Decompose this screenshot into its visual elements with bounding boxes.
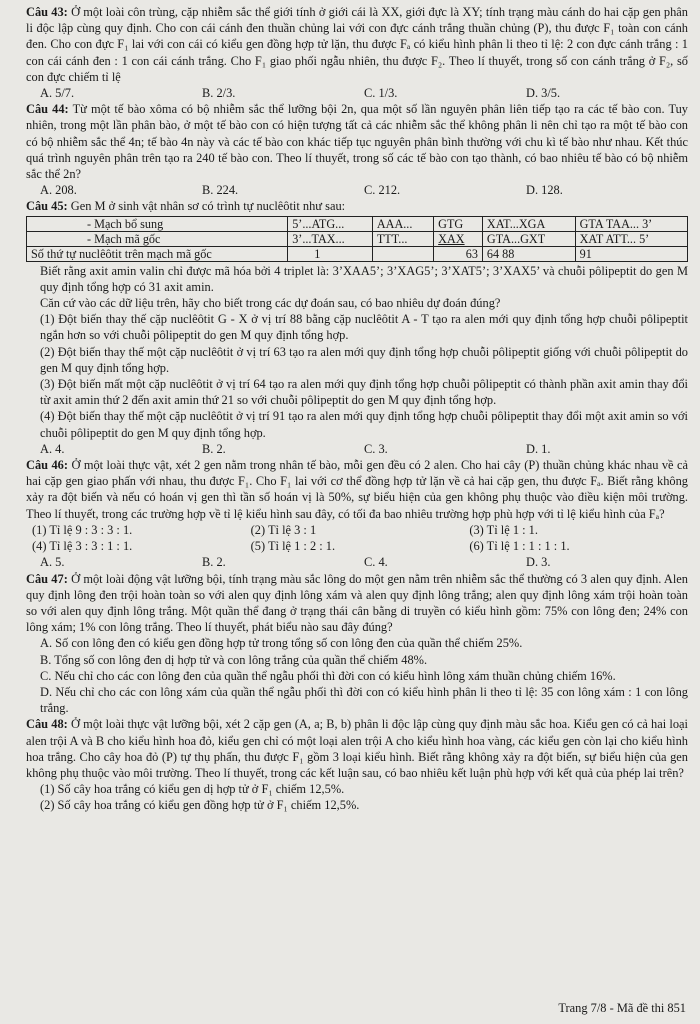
table-cell: XAT...XGA [482,216,575,231]
ratio-item: (2) Tỉ lệ 3 : 1 [250,522,317,537]
option-d: D. 3. [526,555,551,570]
ratio-item: (5) Tỉ lệ 1 : 2 : 1. [250,539,336,554]
option-c: C. 3. [364,441,388,456]
option-a: A. 4. [40,441,65,456]
option-a: A. 208. [40,183,77,198]
page-footer: Trang 7/8 - Mã đề thi 851 [558,1000,686,1015]
option-d: D. 1. [526,441,551,456]
table-cell: 91 [575,246,687,261]
answer-options-43 [26,85,688,101]
table-cell: 63 [434,246,483,261]
ratio-item: (6) Tỉ lệ 1 : 1 : 1 : 1. [469,539,570,554]
question-44 [26,101,688,182]
ratio-row-2 [26,538,688,554]
table-cell: AAA... [372,216,433,231]
question-47 [26,571,688,636]
answer-options-46 [26,554,688,570]
table-cell: 1 [288,246,373,261]
statement-4: (4) Đột biến thay thế một cặp nuclêôtit ở vị trí 91 tạo ra alen mới quy định tổng hợp chuỗi pôlipeptit thay đổi một axit amin so với chuỗi pôlipeptit do gen M quy định tổng hợp. [40,409,688,440]
question-48 [26,716,688,781]
statement-2: (2) Số cây hoa trắng có kiểu gen đồng hợp tử ở F₁ chiếm 12,5%. [40,798,360,813]
option-b: B. Tổng số con lông đen dị hợp tử và con lông trắng của quần thể chiếm 48%. [40,652,428,667]
statement-3: (3) Đột biến mất một cặp nuclêôtit ở vị trí 64 tạo ra alen mới quy định tổng hợp chuỗi pôlipeptit có thành phần axit amin thay đổi từ axit amin thứ 2 đến axit amin thứ 21 so với chuỗi pôlipeptit do gen M quy định tổng hợp. [40,377,688,408]
table-cell: GTG [434,216,483,231]
option-c: C. 212. [364,183,401,198]
table-cell: TTT... [372,231,433,246]
table-cell: 5’...ATG... [288,216,373,231]
option-d: D. Nếu chỉ cho các con lông xám của quần thể ngẫu phối thì đời con có kiểu hình phân li theo tỉ lệ: 35 con lông xám : 1 con lông trắng. [40,684,688,716]
option-a: A. 5. [40,555,65,570]
statement-1: (1) Số cây hoa trắng có kiểu gen dị hợp tử ở F₁ chiếm 12,5%. [40,782,345,797]
option-c: C. Nếu chỉ cho các con lông đen của quần thể ngẫu phối thì đời con có kiểu hình lông xám thuần chủng chiếm 16%. [40,668,616,683]
question-label: Câu 46: [26,458,68,473]
table-row [27,246,688,261]
table-cell: Số thứ tự nuclêôtit trên mạch mã gốc [27,246,288,261]
answer-options-44 [26,182,688,198]
option-b: B. 2. [202,441,226,456]
table-cell: - Mạch bổ sung [27,216,288,231]
question-text: Căn cứ vào các dữ liệu trên, hãy cho biết trong các dự đoán sau, có bao nhiêu dự đoán đúng? [40,296,501,311]
table-cell: XAT ATT... 5’ [575,231,687,246]
option-a: A. Số con lông đen có kiểu gen đồng hợp tử trong tổng số con lông đen của quần thể chiếm 25%. [40,636,523,651]
question-text: Ở một loài côn trùng, cặp nhiễm sắc thể giới tính ở giới cái là XX, giới đực là XY; tính trạng màu cánh do hai cặp gen phân li độc lập cùng quy định. Cho con cái cánh đen thuần chủng lai với con đực cánh trắng thuần chủng (P), thu được F₁ toàn con cánh đen. Cho con đực F₁ lai với con cái có kiểu gen đồng hợp tử lặn, thu được Fₐ có kiểu hình phân li theo tỉ lệ: 2 con đực cánh trắng : 1 con cái cánh đen : 1 con cái cánh trắng. Cho F₁ giao phối ngẫu nhiên, thu được F₂. Theo lí thuyết, trong số con cánh trắng ở F₂, số con đực chiếm tỉ lệ [26,5,688,84]
question-43 [26,4,688,85]
answer-options-45 [26,441,688,457]
table-cell: GTA TAA... 3’ [575,216,687,231]
option-c: C. 1/3. [364,86,398,101]
option-b: B. 2. [202,555,226,570]
question-label: Câu 48: [26,717,68,732]
table-cell: 64 88 [482,246,575,261]
question-text: Biết rằng axit amin valin chỉ được mã hóa bởi 4 triplet là: 3’XAA5’; 3’XAG5’; 3’XAT5’; 3’XAX5’ và chuỗi pôlipeptit do gen M quy định tổng hợp có 31 axit amin. [40,263,688,294]
question-label: Câu 43: [26,5,68,19]
question-text: Gen M ở sinh vật nhân sơ có trình tự nuclêôtit như sau: [70,199,346,214]
table-cell [372,246,433,261]
question-text: Ở một loài thực vật lưỡng bội, xét 2 cặp gen (A, a; B, b) phân li độc lập cùng quy định màu sắc hoa. Kiểu gen có cả hai loại alen trội A và B cho kiểu hình hoa đỏ, kiểu gen chỉ có một loại alen trội A cho kiểu hình hoa vàng, các kiểu gen còn lại cho kiểu hình hoa trắng. Cho cây hoa đỏ (P) tự thụ phấn, thu được F₁ gồm 3 loại kiểu hình. Biết rằng không xảy ra đột biến, sự biểu hiện của gen không phụ thuộc vào môi trường. Theo lí thuyết, trong các kết luận sau, có bao nhiêu kết luận phù hợp với kết quả của phép lai trên? [26,717,688,780]
table-cell: 3’...TAX... [288,231,373,246]
option-d: D. 3/5. [526,86,561,101]
question-46 [26,457,688,522]
option-a: A. 5/7. [40,86,75,101]
option-c: C. 4. [364,555,388,570]
ratio-item: (4) Tỉ lệ 3 : 3 : 1 : 1. [32,539,133,554]
table-cell: GTA...GXT [482,231,575,246]
ratio-row-1 [26,522,688,538]
question-label: Câu 44: [26,102,69,117]
question-text: Ở một loài thực vật, xét 2 gen nằm trong nhân tế bào, mỗi gen đều có 2 alen. Cho hai cây (P) thuần chủng khác nhau về cả hai cặp gen giao phấn với nhau, thu được F₁. Cho F₁ lai với cơ thể đồng hợp tử lặn về cả hai cặp gen, thu được Fₐ. Biết rằng không xảy ra đột biến và nếu có hoán vị gen thì tần số hoán vị là 50%, sự biểu hiện của gen không phụ thuộc vào điều kiện môi trường. Theo lí thuyết, trong các trường hợp về tỉ lệ kiểu hình sau đây, có tối đa bao nhiêu trường hợp phù hợp với tỉ lệ kiểu hình của Fₐ? [26,458,688,521]
table-cell: - Mạch mã gốc [27,231,288,246]
statement-1: (1) Đột biến thay thế cặp nuclêôtit G - X ở vị trí 88 bằng cặp nuclêôtit A - T tạo ra alen mới quy định tổng hợp chuỗi pôlipeptit ngắn hơn so với chuỗi pôlipeptit do gen M quy định tổng hợp. [40,312,688,343]
table-row [27,216,688,231]
question-45 [26,198,688,214]
ratio-item: (1) Tỉ lệ 9 : 3 : 3 : 1. [32,522,133,537]
table-cell: XAX [434,231,483,246]
option-b: B. 2/3. [202,86,236,101]
option-b: B. 224. [202,183,239,198]
question-label: Câu 45: [26,199,68,214]
table-row [27,231,688,246]
option-d: D. 128. [526,183,563,198]
ratio-item: (3) Tỉ lệ 1 : 1. [469,522,538,537]
gene-sequence-table [26,216,688,262]
question-text: Từ một tế bào xôma có bộ nhiễm sắc thể lưỡng bội 2n, qua một số lần nguyên phân liên tiếp tạo ra các tế bào con. Tuy nhiên, trong một lần phân bào, ở một tế bào con có hiện tượng tất cả các nhiễm sắc thể không phân li nên chỉ tạo ra một tế bào con có bộ nhiễm sắc thể 4n; tế bào 4n này và các tế bào con khác tiếp tục nguyên phân bình thường với chu kì tế bào như nhau. Kết thúc quá trình nguyên phân trên tạo ra 240 tế bào con. Theo lí thuyết, trong số các tế bào con tạo thành, có bao nhiêu tế bào có bộ nhiễm sắc thể 2n? [26,102,689,182]
question-text: Ở một loài động vật lưỡng bội, tính trạng màu sắc lông do một gen nằm trên nhiễm sắc thể thường có 3 alen quy định. Alen quy định lông đen trội hoàn toàn so với alen quy định lông xám và alen quy định lông trắng; alen quy định lông xám trội hoàn toàn so với alen quy định lông trắng. Một quần thể đang ở trạng thái cân bằng di truyền có kiểu hình gồm: 75% con lông đen; 24% con lông xám; 1% con lông trắng. Theo lí thuyết, phát biểu nào sau đây đúng? [26,571,688,635]
statement-2: (2) Đột biến thay thế một cặp nuclêôtit ở vị trí 63 tạo ra alen mới quy định tổng hợp chuỗi pôlipeptit giống với chuỗi pôlipeptit do gen M quy định tổng hợp. [40,344,688,375]
question-label: Câu 47: [26,571,68,586]
